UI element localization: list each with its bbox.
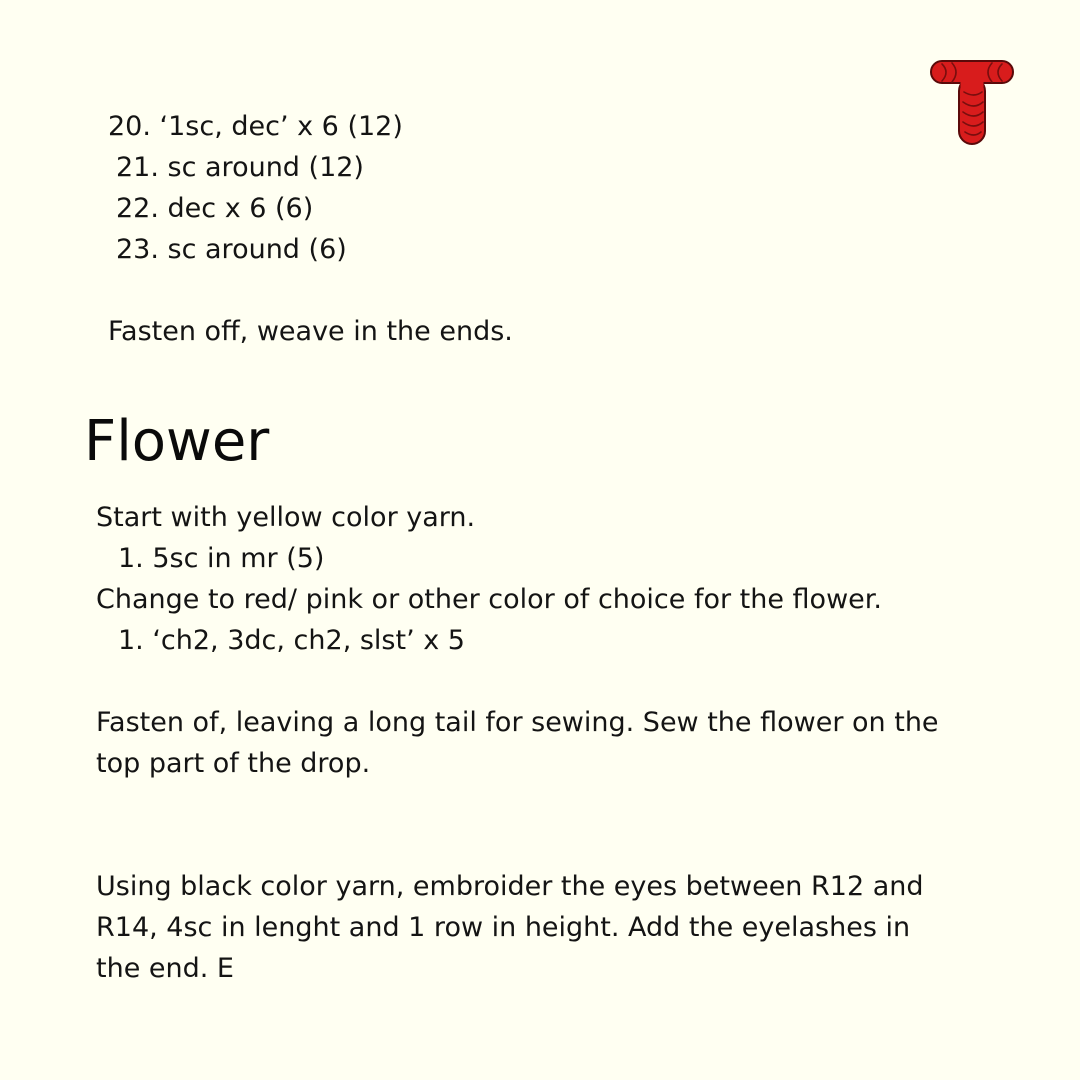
eyes-line-3: the end. E <box>96 953 234 984</box>
flower-step-two: 1. ‘ch2, 3dc, ch2, slst’ x 5 <box>118 625 465 656</box>
eyes-line-1: Using black color yarn, embroider the eyes between R12 and <box>96 871 924 902</box>
flower-sew-line-1: Fasten of, leaving a long tail for sewing. Sew the flower on the <box>96 707 939 738</box>
row-21-text: 21. sc around (12) <box>116 152 364 183</box>
eyes-line-2: R14, 4sc in lenght and 1 row in height. Add the eyelashes in <box>96 912 911 943</box>
flower-start-note: Start with yellow color yarn. <box>96 502 476 533</box>
fasten-off-text: Fasten off, weave in the ends. <box>108 316 513 347</box>
flower-heading: Flower <box>84 409 270 474</box>
row-23-text: 23. sc around (6) <box>116 234 347 265</box>
flower-step-one: 1. 5sc in mr (5) <box>118 543 325 574</box>
row-20-text: 20. ‘1sc, dec’ x 6 (12) <box>108 111 403 142</box>
flower-change-note: Change to red/ pink or other color of choice for the flower. <box>96 584 882 615</box>
row-22-text: 22. dec x 6 (6) <box>116 193 314 224</box>
yarn-t-logo-icon <box>928 58 1016 148</box>
flower-sew-line-2: top part of the drop. <box>96 748 371 779</box>
